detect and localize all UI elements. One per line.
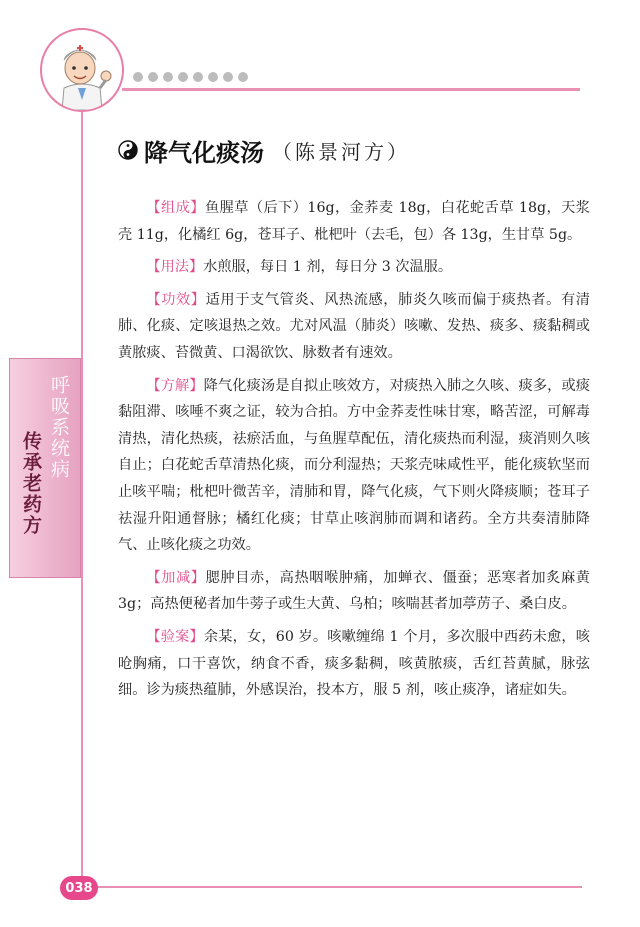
section-tag: 【验案】 [146,628,204,645]
footer-rule [96,886,582,888]
doctor-mascot-avatar [40,28,124,112]
section-text: 鱼腥草（后下）16g，金荞麦 18g，白花蛇舌草 18g，天浆壳 11g，化橘红 6g，苍耳子、枇杷叶（去毛，包）各 13g，生甘草 5g。 [118,200,590,243]
section-efficacy [118,287,590,367]
section-text: 余某，女，60 岁。咳嗽缠绵 1 个月，多次服中西药未愈，咳呛胸痛，口干喜饮，纳食不香，痰多黏稠，咳黄脓痰，舌红苔黄腻，脉弦细。诊为痰热蕴肺，外感误治，投本方，服 5 剂，咳止痰净，诸症如失。 [118,628,590,699]
section-text: 腮肿目赤，高热咽喉肿痛，加蝉衣、僵蚕；恶寒者加炙麻黄 3g；高热便秘者加牛蒡子或生大黄、乌柏；咳喘甚者加葶苈子、桑白皮。 [118,569,590,613]
page-number-badge: 038 [60,876,98,900]
section-tag: 【用法】 [146,259,204,276]
section-composition [118,195,590,248]
section-usage [118,254,590,281]
section-case [118,624,590,704]
doctor-mascot-icon [42,30,122,110]
section-text: 降气化痰汤是自拟止咳效方，对痰热入肺之久咳、痰多，或痰黏阻滞、咳唾不爽之证，较为合拍。方中金荞麦性味甘寒，略苦涩，可解毒清热，清化热痰，祛瘀活血，与鱼腥草配伍，清化痰热而利湿，痰消则久咳自止；白花蛇舌草清热化痰，而分利湿热；天浆壳味咸性平，能化痰软坚而止咳平喘；枇杷叶微苦辛，清肺和胃，降气化痰，气下则火降痰顺；苍耳子祛湿升阳通督脉；橘红化痰；甘草止咳润肺而调和诸药。全方共奏清肺降气、止咳化痰之功效。 [118,377,590,554]
chapter-side-tab [9,358,81,578]
header-dots [133,72,248,84]
section-modifications [118,565,590,618]
section-tag: 【加减】 [146,569,206,586]
header-rule [122,88,580,91]
title-main: 降气化痰汤 [144,138,264,167]
section-tag: 【功效】 [146,291,206,308]
title-author: （陈景河方） [272,139,410,164]
section-text: 适用于支气管炎、风热流感，肺炎久咳而偏于痰热者。有清肺、化痰、定咳退热之效。尤对风温（肺炎）咳嗽、发热、痰多、痰黏稠或黄脓痰、苔微黄、口渴欲饮、脉数者有速效。 [118,291,590,361]
section-tag: 【方解】 [146,377,204,394]
side-tab-category: 呼吸系统病 [48,375,70,480]
section-explanation [118,373,590,559]
recipe-title [118,133,410,167]
left-margin-rule [81,112,83,878]
section-text: 水煎服，每日 1 剂，每日分 3 次温服。 [203,259,453,276]
side-tab-series: 传承老药方 [20,431,42,536]
section-tag: 【组成】 [146,200,205,216]
yin-yang-icon [118,140,138,160]
recipe-body [118,195,590,710]
